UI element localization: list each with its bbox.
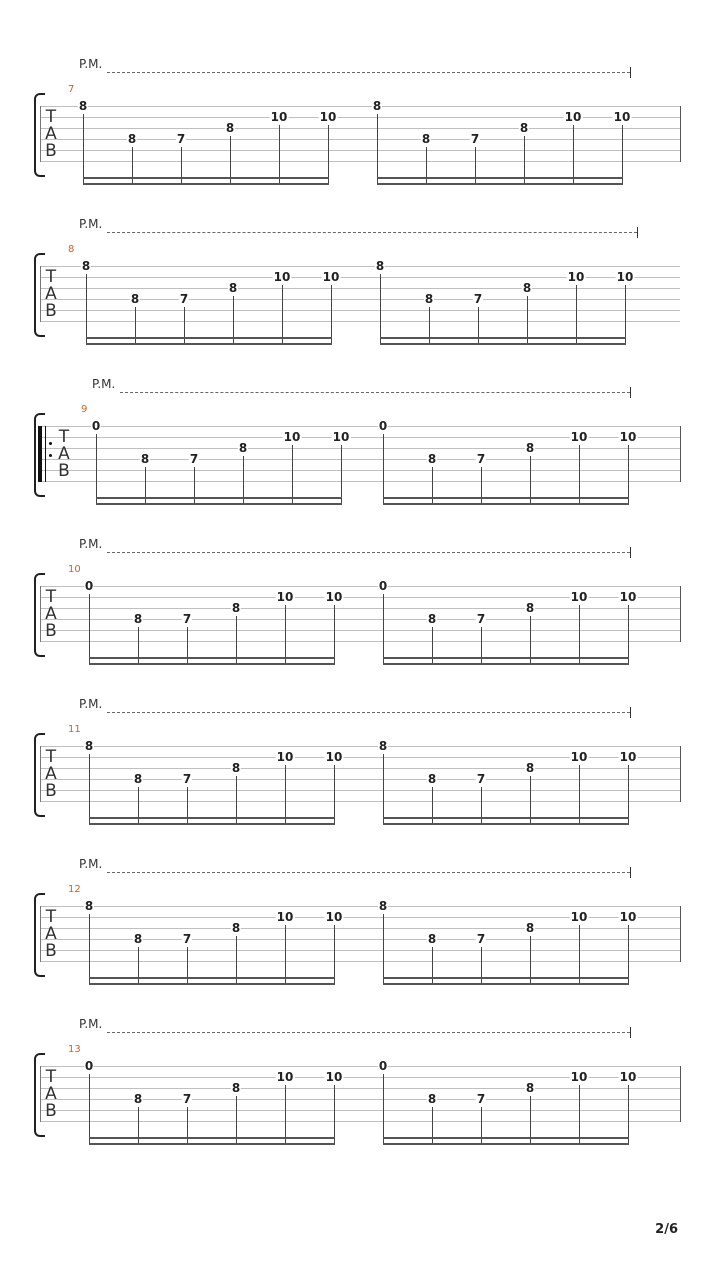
staff-line xyxy=(40,150,680,151)
note-stem xyxy=(187,947,188,985)
tab-clef-letter: T xyxy=(45,587,57,607)
fret-number: 10 xyxy=(619,430,637,444)
note-stem xyxy=(475,147,476,185)
note-beam xyxy=(383,1143,629,1145)
fret-number: 0 xyxy=(378,579,388,593)
tab-clef-letter: A xyxy=(45,604,57,624)
note-stem xyxy=(478,307,479,345)
fret-number: 7 xyxy=(473,292,483,306)
note-stem xyxy=(579,925,580,985)
fret-number: 8 xyxy=(522,281,532,295)
fret-number: 7 xyxy=(179,292,189,306)
note-stem xyxy=(187,787,188,825)
repeat-start-thin-bar xyxy=(45,426,46,482)
fret-number: 10 xyxy=(276,1070,294,1084)
note-beam xyxy=(377,183,623,185)
tab-clef-letter: A xyxy=(45,1084,57,1104)
fret-number: 10 xyxy=(619,910,637,924)
tab-clef-letter: A xyxy=(45,924,57,944)
note-beam xyxy=(96,503,342,505)
fret-number: 8 xyxy=(130,292,140,306)
note-stem xyxy=(89,914,90,985)
fret-number: 7 xyxy=(182,932,192,946)
staff-line xyxy=(40,1066,680,1067)
note-stem xyxy=(181,147,182,185)
fret-number: 8 xyxy=(127,132,137,146)
fret-number: 8 xyxy=(525,441,535,455)
fret-number: 10 xyxy=(276,590,294,604)
measure-number: 12 xyxy=(68,884,81,895)
note-stem xyxy=(383,594,384,665)
palm-mute-label: P.M. xyxy=(79,537,103,551)
note-beam xyxy=(377,177,623,179)
measure-number: 8 xyxy=(68,244,75,255)
fret-number: 8 xyxy=(133,1092,143,1106)
staff-line xyxy=(40,586,680,587)
staff-line xyxy=(40,310,680,311)
tab-clef-letter: T xyxy=(45,907,57,927)
note-beam xyxy=(86,343,332,345)
fret-number: 8 xyxy=(231,1081,241,1095)
note-stem xyxy=(285,925,286,985)
fret-number: 10 xyxy=(619,750,637,764)
tab-clef-letter: B xyxy=(45,301,57,321)
staff-left-line xyxy=(40,746,41,802)
note-stem xyxy=(576,285,577,345)
repeat-start-thick-bar xyxy=(38,426,42,482)
fret-number: 10 xyxy=(325,750,343,764)
fret-number: 8 xyxy=(421,132,431,146)
tab-clef-letter: B xyxy=(45,621,57,641)
staff-line xyxy=(40,1088,680,1089)
staff-line xyxy=(40,459,680,460)
fret-number: 10 xyxy=(616,270,634,284)
fret-number: 10 xyxy=(332,430,350,444)
note-stem xyxy=(383,914,384,985)
note-beam xyxy=(383,823,629,825)
fret-number: 7 xyxy=(476,772,486,786)
fret-number: 10 xyxy=(276,750,294,764)
fret-number: 7 xyxy=(189,452,199,466)
tab-clef-letter: T xyxy=(45,747,57,767)
fret-number: 0 xyxy=(378,1059,388,1073)
note-stem xyxy=(625,285,626,345)
palm-mute-end-tick xyxy=(630,547,631,558)
note-stem xyxy=(628,445,629,505)
palm-mute-label: P.M. xyxy=(79,697,103,711)
note-beam xyxy=(83,183,329,185)
fret-number: 10 xyxy=(322,270,340,284)
fret-number: 8 xyxy=(427,772,437,786)
staff-line xyxy=(40,746,680,747)
note-stem xyxy=(285,1085,286,1145)
note-stem xyxy=(383,754,384,825)
note-stem xyxy=(481,627,482,665)
fret-number: 0 xyxy=(84,1059,94,1073)
fret-number: 10 xyxy=(570,430,588,444)
fret-number: 8 xyxy=(84,739,94,753)
note-stem xyxy=(429,307,430,345)
note-beam xyxy=(89,1137,335,1139)
note-stem xyxy=(138,627,139,665)
staff-line xyxy=(40,470,680,471)
fret-number: 7 xyxy=(176,132,186,146)
staff-line xyxy=(40,906,680,907)
fret-number: 8 xyxy=(228,281,238,295)
palm-mute-label: P.M. xyxy=(79,1017,103,1031)
note-stem xyxy=(377,114,378,185)
fret-number: 10 xyxy=(567,270,585,284)
note-beam xyxy=(89,663,335,665)
staff-line xyxy=(40,448,680,449)
note-stem xyxy=(194,467,195,505)
note-stem xyxy=(481,1107,482,1145)
note-stem xyxy=(96,434,97,505)
staff-left-line xyxy=(40,106,41,162)
staff-line xyxy=(40,481,680,482)
fret-number: 8 xyxy=(427,1092,437,1106)
tab-clef-letter: A xyxy=(45,284,57,304)
fret-number: 7 xyxy=(182,772,192,786)
end-barline xyxy=(680,586,681,642)
fret-number: 8 xyxy=(78,99,88,113)
staff-line xyxy=(40,426,680,427)
palm-mute-end-tick xyxy=(630,867,631,878)
fret-number: 8 xyxy=(519,121,529,135)
fret-number: 10 xyxy=(270,110,288,124)
fret-number: 8 xyxy=(378,899,388,913)
tab-clef-letter: B xyxy=(45,141,57,161)
palm-mute-end-tick xyxy=(630,1027,631,1038)
note-stem xyxy=(187,1107,188,1145)
staff-line xyxy=(40,128,680,129)
note-stem xyxy=(328,125,329,185)
note-beam xyxy=(89,977,335,979)
note-stem xyxy=(282,285,283,345)
note-beam xyxy=(383,983,629,985)
note-stem xyxy=(628,925,629,985)
staff-line xyxy=(40,641,680,642)
fret-number: 8 xyxy=(525,921,535,935)
fret-number: 10 xyxy=(273,270,291,284)
palm-mute-label: P.M. xyxy=(79,57,103,71)
fret-number: 7 xyxy=(476,452,486,466)
tab-system xyxy=(0,55,720,215)
palm-mute-extension xyxy=(107,552,630,553)
staff-line xyxy=(40,928,680,929)
note-stem xyxy=(628,605,629,665)
palm-mute-label: P.M. xyxy=(79,217,103,231)
note-stem xyxy=(86,274,87,345)
staff-left-line xyxy=(40,906,41,962)
fret-number: 10 xyxy=(570,590,588,604)
fret-number: 7 xyxy=(470,132,480,146)
staff-line xyxy=(40,801,680,802)
fret-number: 8 xyxy=(427,932,437,946)
note-stem xyxy=(145,467,146,505)
palm-mute-extension xyxy=(107,232,637,233)
note-stem xyxy=(135,307,136,345)
fret-number: 10 xyxy=(619,590,637,604)
palm-mute-end-tick xyxy=(630,67,631,78)
fret-number: 8 xyxy=(427,612,437,626)
fret-number: 10 xyxy=(325,590,343,604)
staff-line xyxy=(40,117,680,118)
tab-clef-letter: A xyxy=(45,124,57,144)
staff-left-line xyxy=(40,586,41,642)
note-stem xyxy=(622,125,623,185)
note-stem xyxy=(432,947,433,985)
fret-number: 10 xyxy=(570,910,588,924)
note-beam xyxy=(89,1143,335,1145)
tab-clef-letter: A xyxy=(58,444,70,464)
staff-line xyxy=(40,768,680,769)
page-number: 2/6 xyxy=(655,1222,678,1237)
note-stem xyxy=(432,1107,433,1145)
note-beam xyxy=(83,177,329,179)
tab-clef-letter: B xyxy=(45,781,57,801)
staff-line xyxy=(40,288,680,289)
tab-system xyxy=(0,695,720,855)
staff-line xyxy=(40,1110,680,1111)
staff-left-line xyxy=(40,1066,41,1122)
palm-mute-end-tick xyxy=(637,227,638,238)
staff-line xyxy=(40,961,680,962)
fret-number: 8 xyxy=(133,932,143,946)
end-barline xyxy=(680,426,681,482)
tab-clef-letter: A xyxy=(45,764,57,784)
tab-clef-letter: B xyxy=(58,461,70,481)
tab-system xyxy=(0,375,720,535)
note-stem xyxy=(89,754,90,825)
note-beam xyxy=(89,817,335,819)
palm-mute-extension xyxy=(107,1032,630,1033)
fret-number: 8 xyxy=(225,121,235,135)
tab-clef-letter: T xyxy=(58,427,70,447)
palm-mute-extension xyxy=(107,872,630,873)
note-beam xyxy=(383,1137,629,1139)
note-stem xyxy=(383,1074,384,1145)
fret-number: 10 xyxy=(613,110,631,124)
fret-number: 10 xyxy=(570,750,588,764)
note-stem xyxy=(481,787,482,825)
staff-line xyxy=(40,106,680,107)
note-stem xyxy=(573,125,574,185)
note-stem xyxy=(579,765,580,825)
note-beam xyxy=(383,663,629,665)
note-beam xyxy=(89,983,335,985)
staff-line xyxy=(40,608,680,609)
staff-line xyxy=(40,630,680,631)
fret-number: 10 xyxy=(564,110,582,124)
fret-number: 10 xyxy=(570,1070,588,1084)
note-beam xyxy=(383,497,629,499)
fret-number: 10 xyxy=(283,430,301,444)
note-stem xyxy=(432,787,433,825)
fret-number: 7 xyxy=(476,1092,486,1106)
fret-number: 8 xyxy=(81,259,91,273)
fret-number: 8 xyxy=(133,612,143,626)
note-stem xyxy=(628,1085,629,1145)
palm-mute-label: P.M. xyxy=(79,857,103,871)
staff-left-line xyxy=(40,266,41,322)
fret-number: 8 xyxy=(375,259,385,273)
note-beam xyxy=(89,657,335,659)
note-stem xyxy=(132,147,133,185)
fret-number: 10 xyxy=(276,910,294,924)
palm-mute-extension xyxy=(107,712,630,713)
fret-number: 8 xyxy=(231,601,241,615)
fret-number: 8 xyxy=(133,772,143,786)
tab-system xyxy=(0,215,720,375)
end-barline xyxy=(680,106,681,162)
staff-line xyxy=(40,1121,680,1122)
palm-mute-extension xyxy=(107,72,630,73)
fret-number: 0 xyxy=(91,419,101,433)
note-stem xyxy=(380,274,381,345)
palm-mute-label: P.M. xyxy=(92,377,116,391)
note-stem xyxy=(334,925,335,985)
measure-number: 7 xyxy=(68,84,75,95)
fret-number: 7 xyxy=(476,612,486,626)
note-stem xyxy=(285,605,286,665)
note-stem xyxy=(89,594,90,665)
note-stem xyxy=(579,445,580,505)
palm-mute-end-tick xyxy=(630,707,631,718)
fret-number: 10 xyxy=(319,110,337,124)
note-stem xyxy=(334,605,335,665)
tab-system xyxy=(0,855,720,1015)
fret-number: 8 xyxy=(231,761,241,775)
note-stem xyxy=(331,285,332,345)
fret-number: 10 xyxy=(619,1070,637,1084)
note-beam xyxy=(96,497,342,499)
note-stem xyxy=(279,125,280,185)
note-beam xyxy=(380,337,626,339)
note-beam xyxy=(383,977,629,979)
fret-number: 8 xyxy=(238,441,248,455)
staff-line xyxy=(40,321,680,322)
tab-system xyxy=(0,535,720,695)
staff-line xyxy=(40,950,680,951)
end-barline xyxy=(680,906,681,962)
note-stem xyxy=(184,307,185,345)
note-stem xyxy=(426,147,427,185)
fret-number: 10 xyxy=(325,1070,343,1084)
palm-mute-end-tick xyxy=(630,387,631,398)
measure-number: 10 xyxy=(68,564,81,575)
note-stem xyxy=(334,765,335,825)
note-stem xyxy=(432,627,433,665)
fret-number: 7 xyxy=(182,612,192,626)
note-stem xyxy=(432,467,433,505)
note-stem xyxy=(187,627,188,665)
note-stem xyxy=(334,1085,335,1145)
fret-number: 8 xyxy=(231,921,241,935)
note-stem xyxy=(138,1107,139,1145)
end-barline xyxy=(680,746,681,802)
staff-line xyxy=(40,161,680,162)
note-stem xyxy=(628,765,629,825)
tab-clef-letter: T xyxy=(45,107,57,127)
palm-mute-extension xyxy=(120,392,630,393)
fret-number: 0 xyxy=(84,579,94,593)
note-stem xyxy=(138,787,139,825)
repeat-dot xyxy=(49,454,52,457)
fret-number: 8 xyxy=(372,99,382,113)
tab-clef-letter: B xyxy=(45,1101,57,1121)
fret-number: 7 xyxy=(182,1092,192,1106)
tab-system xyxy=(0,1015,720,1175)
note-stem xyxy=(481,467,482,505)
staff-line xyxy=(40,790,680,791)
note-beam xyxy=(89,823,335,825)
note-beam xyxy=(383,817,629,819)
fret-number: 8 xyxy=(140,452,150,466)
note-stem xyxy=(138,947,139,985)
fret-number: 8 xyxy=(378,739,388,753)
note-stem xyxy=(285,765,286,825)
note-stem xyxy=(481,947,482,985)
staff-line xyxy=(40,266,680,267)
fret-number: 8 xyxy=(427,452,437,466)
fret-number: 8 xyxy=(525,761,535,775)
fret-number: 8 xyxy=(424,292,434,306)
fret-number: 8 xyxy=(525,601,535,615)
tab-clef-letter: B xyxy=(45,941,57,961)
measure-number: 11 xyxy=(68,724,81,735)
note-beam xyxy=(86,337,332,339)
fret-number: 10 xyxy=(325,910,343,924)
note-beam xyxy=(383,503,629,505)
fret-number: 8 xyxy=(525,1081,535,1095)
note-stem xyxy=(341,445,342,505)
measure-number: 13 xyxy=(68,1044,81,1055)
measure-number: 9 xyxy=(81,404,88,415)
tab-clef-letter: T xyxy=(45,267,57,287)
note-stem xyxy=(292,445,293,505)
note-stem xyxy=(89,1074,90,1145)
note-stem xyxy=(83,114,84,185)
note-beam xyxy=(383,657,629,659)
repeat-dot xyxy=(49,442,52,445)
note-stem xyxy=(383,434,384,505)
fret-number: 8 xyxy=(84,899,94,913)
note-stem xyxy=(579,1085,580,1145)
end-barline xyxy=(680,1066,681,1122)
note-stem xyxy=(579,605,580,665)
fret-number: 7 xyxy=(476,932,486,946)
note-beam xyxy=(380,343,626,345)
fret-number: 0 xyxy=(378,419,388,433)
tab-clef-letter: T xyxy=(45,1067,57,1087)
